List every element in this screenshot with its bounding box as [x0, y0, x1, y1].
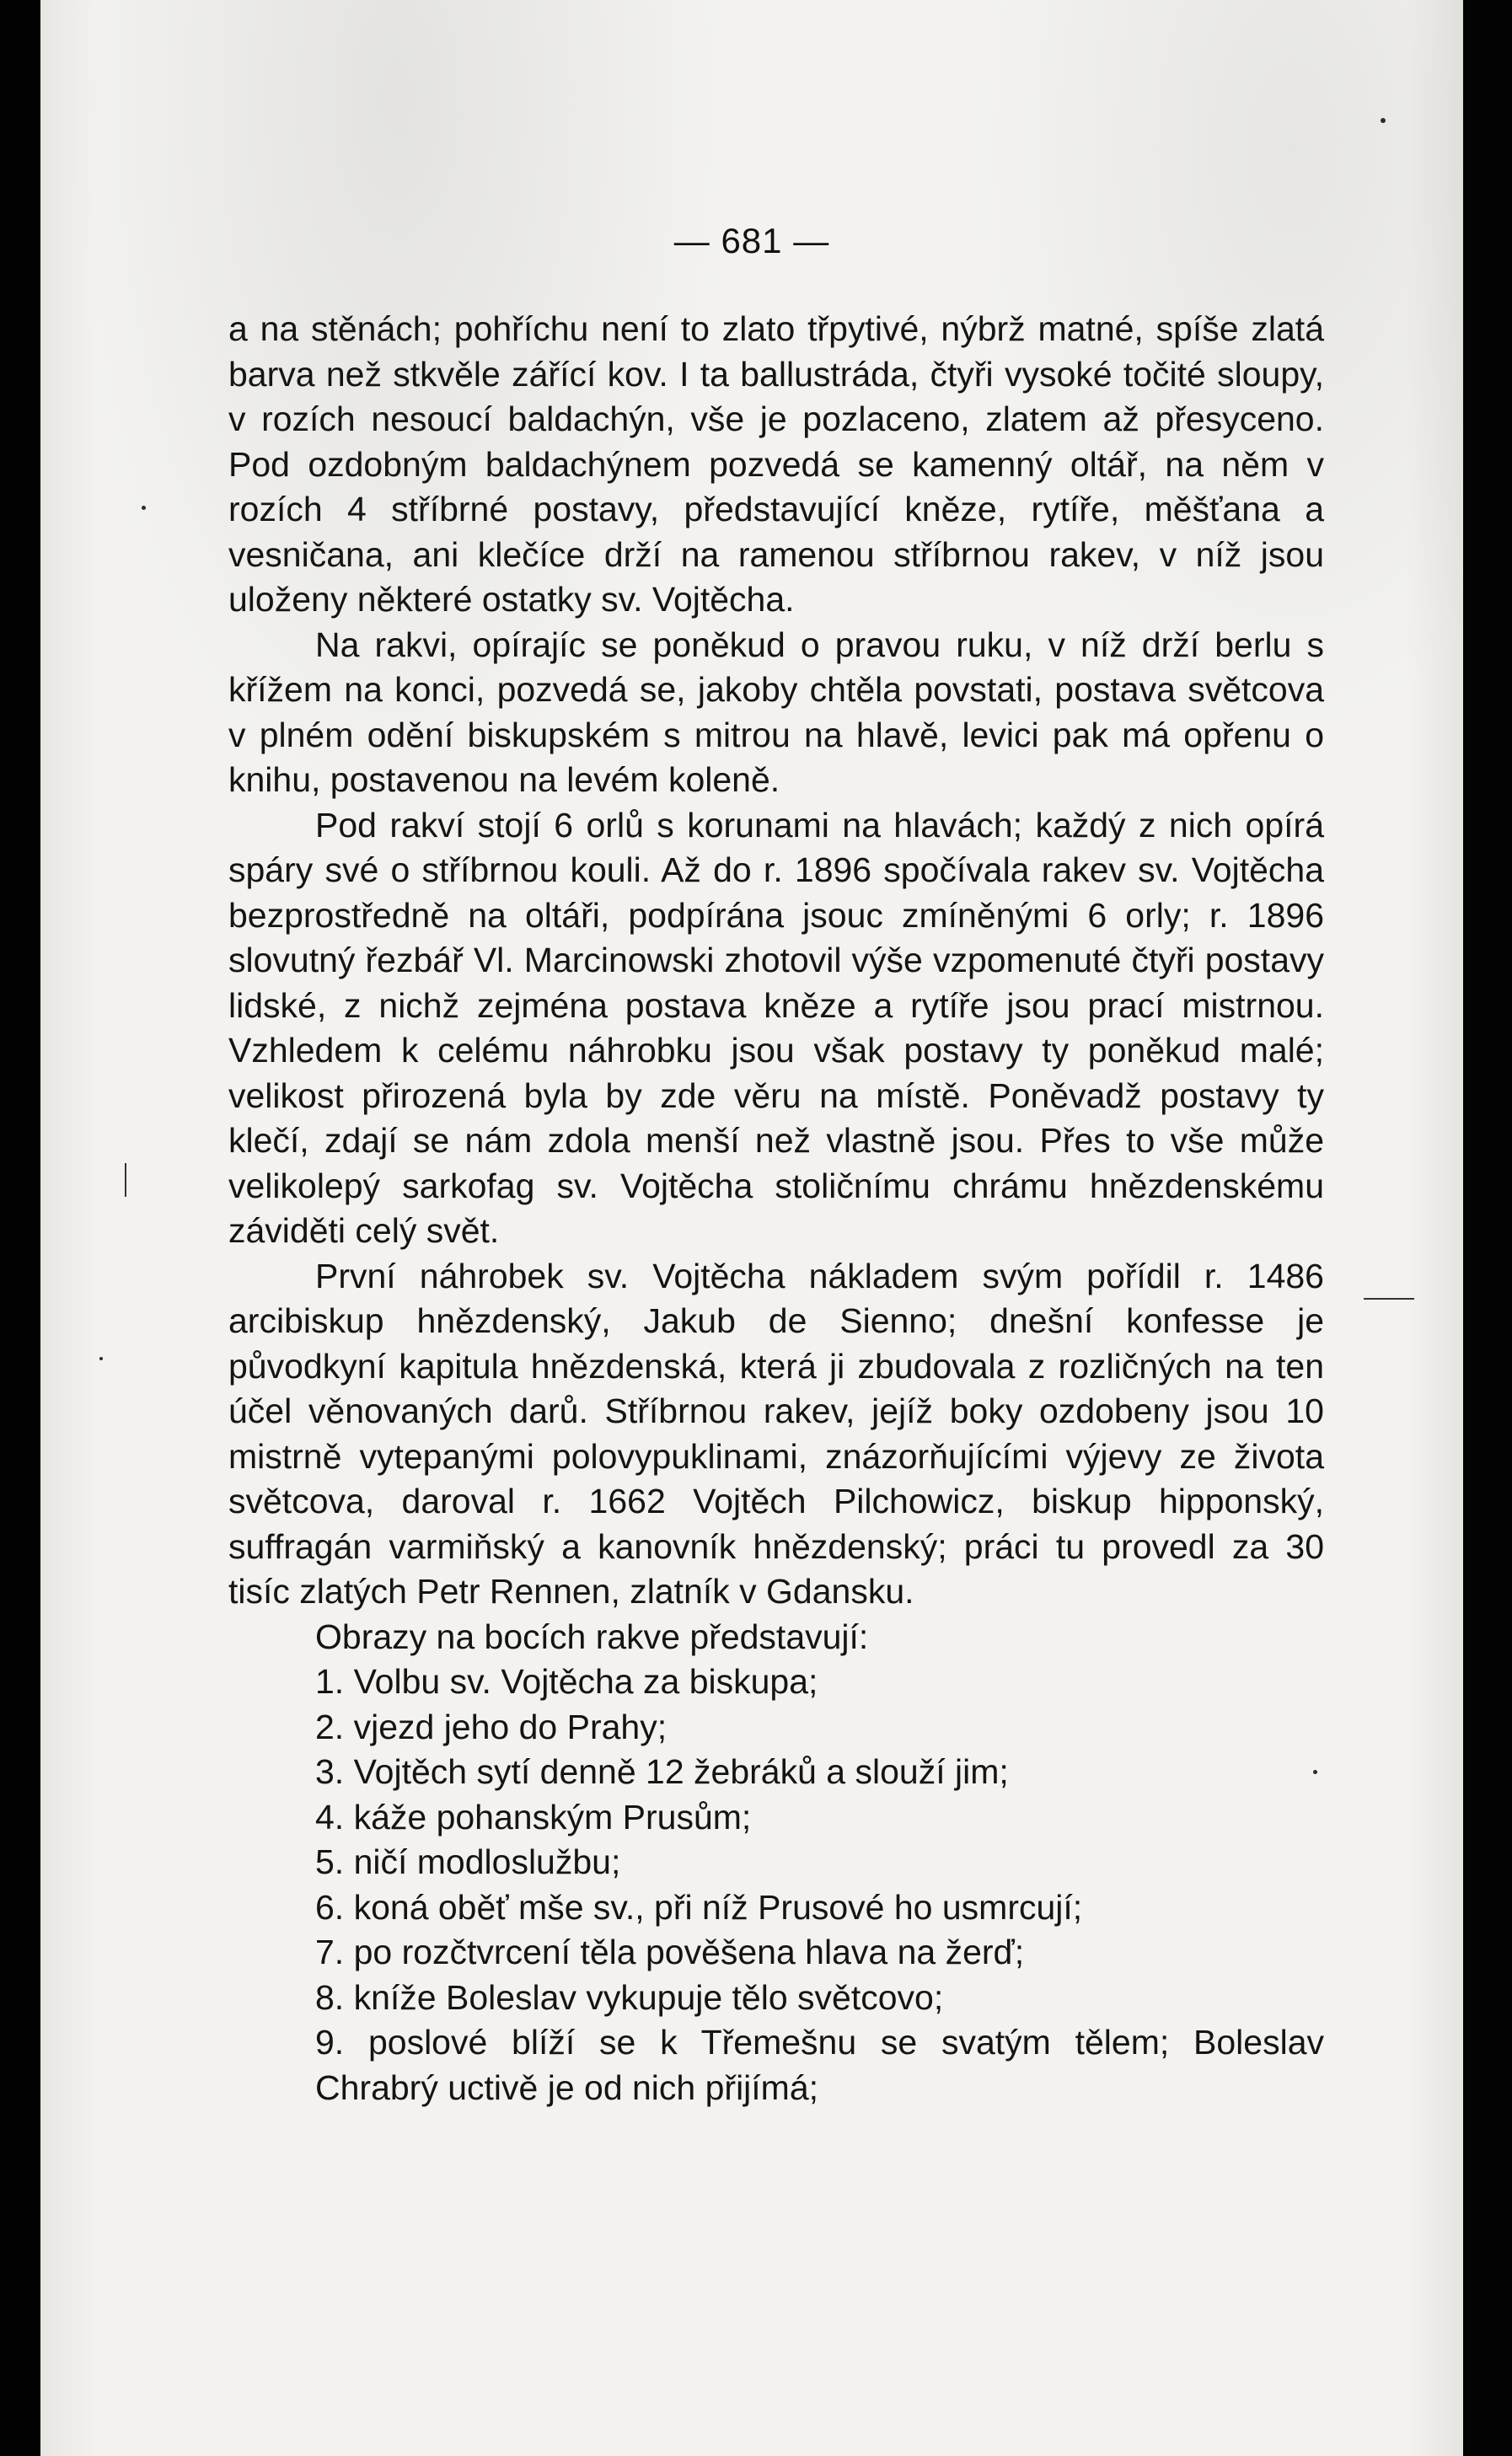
- image-list: [228, 1660, 1324, 2110]
- list-item: [228, 2020, 1324, 2110]
- list-item: 4. káže pohanským Prusům;: [315, 1797, 752, 1837]
- scan-border-right: [1463, 0, 1512, 2456]
- list-item: 2. vjezd jeho do Prahy;: [315, 1707, 668, 1746]
- list-item: 7. po rozčtvrcení těla pověšena hlava na žerď;: [315, 1933, 1025, 1971]
- book-page: [40, 0, 1463, 2456]
- scan-mark: [125, 1163, 126, 1197]
- scan-speck: [1381, 118, 1386, 123]
- scan-speck: [99, 1357, 103, 1360]
- scan-mark: [1364, 1298, 1414, 1300]
- paragraph-1: a na stěnách; pohříchu není to zlato třpytivé, nýbrž matné, spíše zlatá barva než stkvěle zářící kov. I ta ballustráda, čtyři vysoké točité sloupy, v rozích nesoucí baldachýn, vše je pozlaceno, zlatem až přesyceno. Pod ozdobným baldachýnem pozvedá se kamenný oltář, na něm v rozích 4 stříbrné postavy, představující kněze, rytíře, měšťana a vesničana, ani klečíce drží na ramenou stříbrnou rakev, v níž jsou uloženy některé ostatky sv. Vojtěcha.: [228, 309, 1324, 619]
- paragraph-5: Obrazy na bocích rakve představují:: [315, 1617, 869, 1656]
- paragraph-2: Na rakvi, opírajíc se poněkud o pravou ruku, v níž drží berlu s křížem na konci, pozvedá se, jakoby chtěla povstati, postava světcova v plném odění biskupském s mitrou na hlavě, levici pak má opřenu o knihu, postavenou na levém koleně.: [228, 625, 1324, 799]
- list-item: 1. Volbu sv. Vojtěcha za biskupa;: [315, 1662, 818, 1701]
- list-item: 3. Vojtěch sytí denně 12 žebráků a slouží jim;: [315, 1752, 1009, 1791]
- page-number: — 681 —: [673, 221, 830, 260]
- paragraph-3: Pod rakví stojí 6 orlů s korunami na hlavách; každý z nich opírá spáry své o stříbrnou kouli. Až do r. 1896 spočívala rakev sv. Vojtěcha bezprostředně na oltáři, podpírána jsouc zmíněnými 6 orly; r. 1896 slovutný řezbář Vl. Marcinowski zhotovil výše vzpomenuté čtyři postavy lidské, z nichž zejména postava kněze a rytíře jsou prací mistrnou. Vzhledem k celému náhrobku jsou však postavy ty poněkud malé; velikost přirozená byla by zde věru na místě. Poněvadž postavy ty klečí, zdají se nám zdola menší než vlastně jsou. Přes to vše může velikolepý sarkofag sv. Vojtěcha stoličnímu chrámu hnězdenskému záviděti celý svět.: [228, 805, 1324, 1250]
- scan-border-left: [0, 0, 40, 2456]
- paragraph-4: První náhrobek sv. Vojtěcha nákladem svým pořídil r. 1486 arcibiskup hnězdenský, Jakub de Sienno; dnešní konfesse je původkyní kapitula hnězdenská, která ji zbudovala z rozličných na ten účel věnovaných darů. Stříbrnou rakev, jejíž boky ozdobeny jsou 10 mistrně vytepanými polovypuklinami, znázorňujícími výjevy ze života světcova, daroval r. 1662 Vojtěch Pilchowicz, biskup hipponský, suffragán varmiňský a kanovník hnězdenský; práci tu provedl za 30 tisíc zlatých Petr Rennen, zlatník v Gdansku.: [228, 1256, 1324, 1611]
- scan-speck: [1313, 1770, 1317, 1774]
- list-item: 8. kníže Boleslav vykupuje tělo světcovo;: [315, 1977, 944, 2017]
- list-item: 5. ničí modloslužbu;: [315, 1842, 621, 1881]
- body-text: [228, 307, 1324, 2110]
- scan-speck: [142, 506, 146, 510]
- list-item: 6. koná oběť mše sv., při níž Prusové ho usmrcují;: [315, 1887, 1083, 1927]
- list-item-text: 9. poslové blíží se k Třemešnu se svatým tělem; Boleslav Chrabrý uctivě je od nich přijímá;: [315, 2023, 1324, 2107]
